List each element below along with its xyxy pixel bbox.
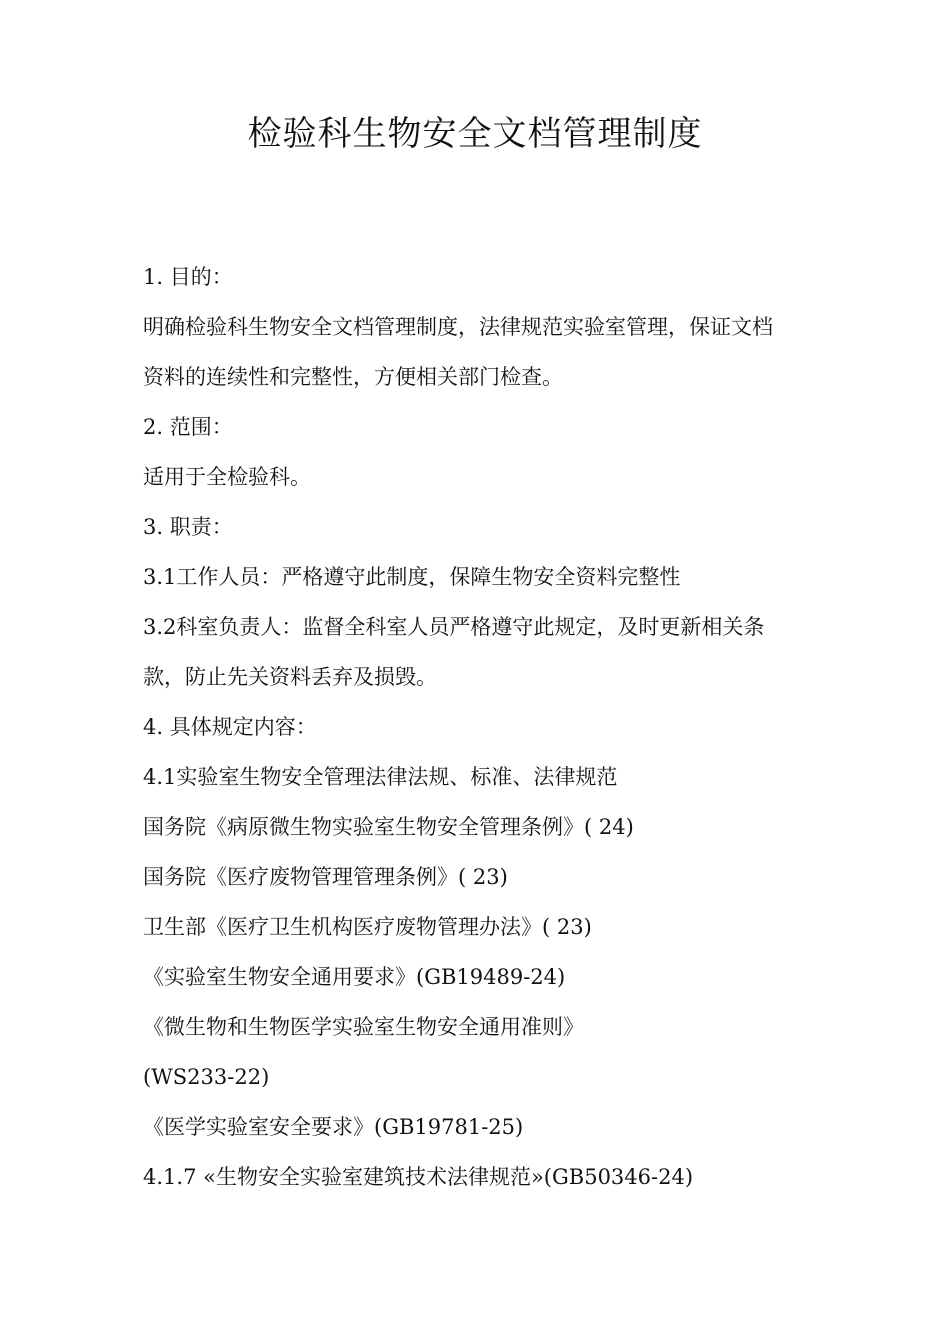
body-line: 卫生部《医疗卫生机构医疗废物管理办法》( 23) bbox=[143, 915, 592, 939]
body-line: 2. 范围： bbox=[143, 415, 233, 439]
body-line: 资料的连续性和完整性，方便相关部门检查。 bbox=[143, 365, 563, 389]
body-line: 3. 职责： bbox=[143, 515, 233, 539]
body-line: 《微生物和生物医学实验室生物安全通用准则》 bbox=[143, 1015, 584, 1039]
body-line: 国务院《医疗废物管理管理条例》( 23) bbox=[143, 865, 508, 889]
body-line: 款，防止先关资料丢弃及损毁。 bbox=[143, 665, 437, 689]
document-body bbox=[143, 259, 823, 1209]
body-line: 4. 具体规定内容： bbox=[143, 715, 317, 739]
body-line: 3.2科室负责人：监督全科室人员严格遵守此规定，及时更新相关条 bbox=[143, 615, 765, 639]
body-line: 4.1实验室生物安全管理法律法规、标准、法律规范 bbox=[143, 765, 618, 789]
body-line: 《医学实验室安全要求》(GB19781-25) bbox=[143, 1115, 524, 1139]
body-line: 《实验室生物安全通用要求》(GB19489-24) bbox=[143, 965, 566, 989]
body-line: 明确检验科生物安全文档管理制度，法律规范实验室管理，保证文档 bbox=[143, 315, 773, 339]
body-line: 3.1工作人员：严格遵守此制度，保障生物安全资料完整性 bbox=[143, 565, 681, 589]
body-line: 4.1.7 «生物安全实验室建筑技术法律规范»(GB50346-24) bbox=[143, 1165, 694, 1189]
document-title: 检验科生物安全文档管理制度 bbox=[247, 114, 703, 154]
body-line: 1. 目的： bbox=[143, 265, 233, 289]
body-line: 适用于全检验科。 bbox=[143, 465, 311, 489]
body-line: (WS233-22) bbox=[143, 1065, 270, 1089]
body-line: 国务院《病原微生物实验室生物安全管理条例》( 24) bbox=[143, 815, 634, 839]
